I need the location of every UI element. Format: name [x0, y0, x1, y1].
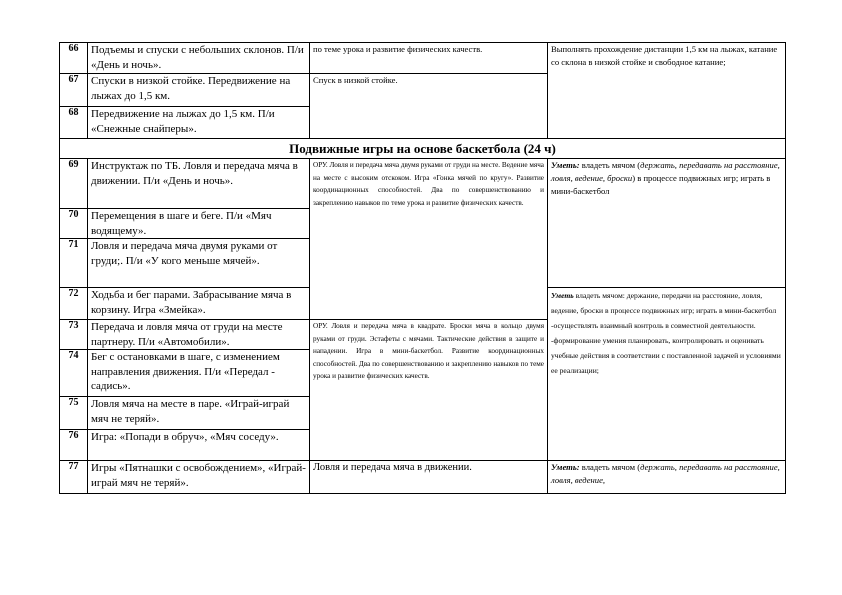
table-row [60, 461, 786, 494]
lesson-number: 68 [60, 107, 88, 139]
lesson-topic: Спуски в низкой стойке. Передвижение на лыжах до 1,5 км. [88, 74, 310, 107]
table-row [60, 159, 786, 209]
skill-text: ) в процессе подвижных игр; играть в мини-баскетбол [551, 173, 771, 196]
lesson-number: 69 [60, 159, 88, 209]
table-row [60, 43, 786, 74]
lesson-number: 72 [60, 288, 88, 320]
lesson-content: ОРУ. Ловля и передача мяча в квадрате. Броски мяча в кольцо двумя руками от груди. Эстафеты с мячами. Тактические действия в защите и нападении. Игра в мини-баскетбол. Развитие координационных способностей. Два по совершенствованию и закреплению навыков по теме урока и развитие физических качеств. [310, 320, 548, 461]
lesson-topic: Подъемы и спуски с небольших склонов. П/и «День и ночь». [88, 43, 310, 74]
skill-text: владеть мячом ( [579, 462, 641, 472]
lesson-number: 67 [60, 74, 88, 107]
lesson-number: 73 [60, 320, 88, 350]
skill-line: -формирование умения планировать, контролировать и оценивать учебные действия в соответствии с поставленной задачей и условиями ее реализации; [551, 336, 781, 375]
lesson-topic: Игры «Пятнашки с освобождением», «Играй-играй мяч не теряй». [88, 461, 310, 494]
lesson-number: 75 [60, 397, 88, 430]
lesson-number: 71 [60, 239, 88, 288]
lesson-topic: Передача и ловля мяча от груди на месте партнеру. П/и «Автомобили». [88, 320, 310, 350]
lesson-content: по теме урока и развитие физических качеств. [310, 43, 548, 74]
lesson-skills [548, 159, 786, 288]
skill-text: владеть мячом ( [579, 160, 641, 170]
section-row [60, 139, 786, 159]
skill-line: -осуществлять взаимный контроль в совместной деятельности. [551, 321, 756, 330]
lesson-topic: Передвижение на лыжах до 1,5 км. П/и «Снежные снайперы». [88, 107, 310, 139]
skill-text: владеть мячом: держание, передачи на расстояние, ловля, ведение, броски в процессе подвижных игр; играть в мини-баскетбол [551, 291, 777, 315]
lesson-number: 70 [60, 209, 88, 239]
skill-italic: держать, передавать на расстояние, ловля, ведение, броски [551, 160, 780, 183]
skill-lead: Уметь [551, 291, 574, 300]
lesson-number: 76 [60, 430, 88, 461]
lesson-topic: Ходьба и бег парами. Забрасывание мяча в корзину. Игра «Змейка». [88, 288, 310, 320]
skill-lead: Уметь: [551, 160, 580, 170]
lesson-number: 66 [60, 43, 88, 74]
lesson-plan-table [59, 42, 786, 494]
lesson-topic: Ловля и передача мяча двумя руками от груди;. П/и «У кого меньше мячей». [88, 239, 310, 288]
lesson-number: 74 [60, 350, 88, 397]
lesson-topic: Ловля мяча на месте в паре. «Играй-играй мяч не теряй». [88, 397, 310, 430]
skill-italic: держать, передавать на расстояние, ловля, ведение, [551, 462, 780, 485]
lesson-content: ОРУ. Ловля и передача мяча двумя руками от груди на месте. Ведение мяча на месте с высоким отскоком. Игра «Гонка мячей по кругу». Развитие координационных способностей. Два по совершенствованию и закреплению навыков по теме урока и развитие физических качеств. [310, 159, 548, 320]
lesson-content: Спуск в низкой стойке. [310, 74, 548, 139]
lesson-topic: Перемещения в шаге и беге. П/и «Мяч водящему». [88, 209, 310, 239]
lesson-skills [548, 461, 786, 494]
section-title: Подвижные игры на основе баскетбола (24 ч) [60, 139, 786, 159]
lesson-topic: Игра: «Попади в обруч», «Мяч соседу». [88, 430, 310, 461]
lesson-skills [548, 288, 786, 461]
skill-lead: Уметь: [551, 462, 580, 472]
lesson-number: 77 [60, 461, 88, 494]
lesson-topic: Бег с остановками в шаге, с изменением направления движения. П/и «Передал - садись». [88, 350, 310, 397]
lesson-topic: Инструктаж по ТБ. Ловля и передача мяча в движении. П/и «День и ночь». [88, 159, 310, 209]
lesson-skills: Выполнять прохождение дистанции 1,5 км на лыжах, катание со склона в низкой стойке и свободное катание; [548, 43, 786, 139]
lesson-content: Ловля и передача мяча в движении. [310, 461, 548, 494]
